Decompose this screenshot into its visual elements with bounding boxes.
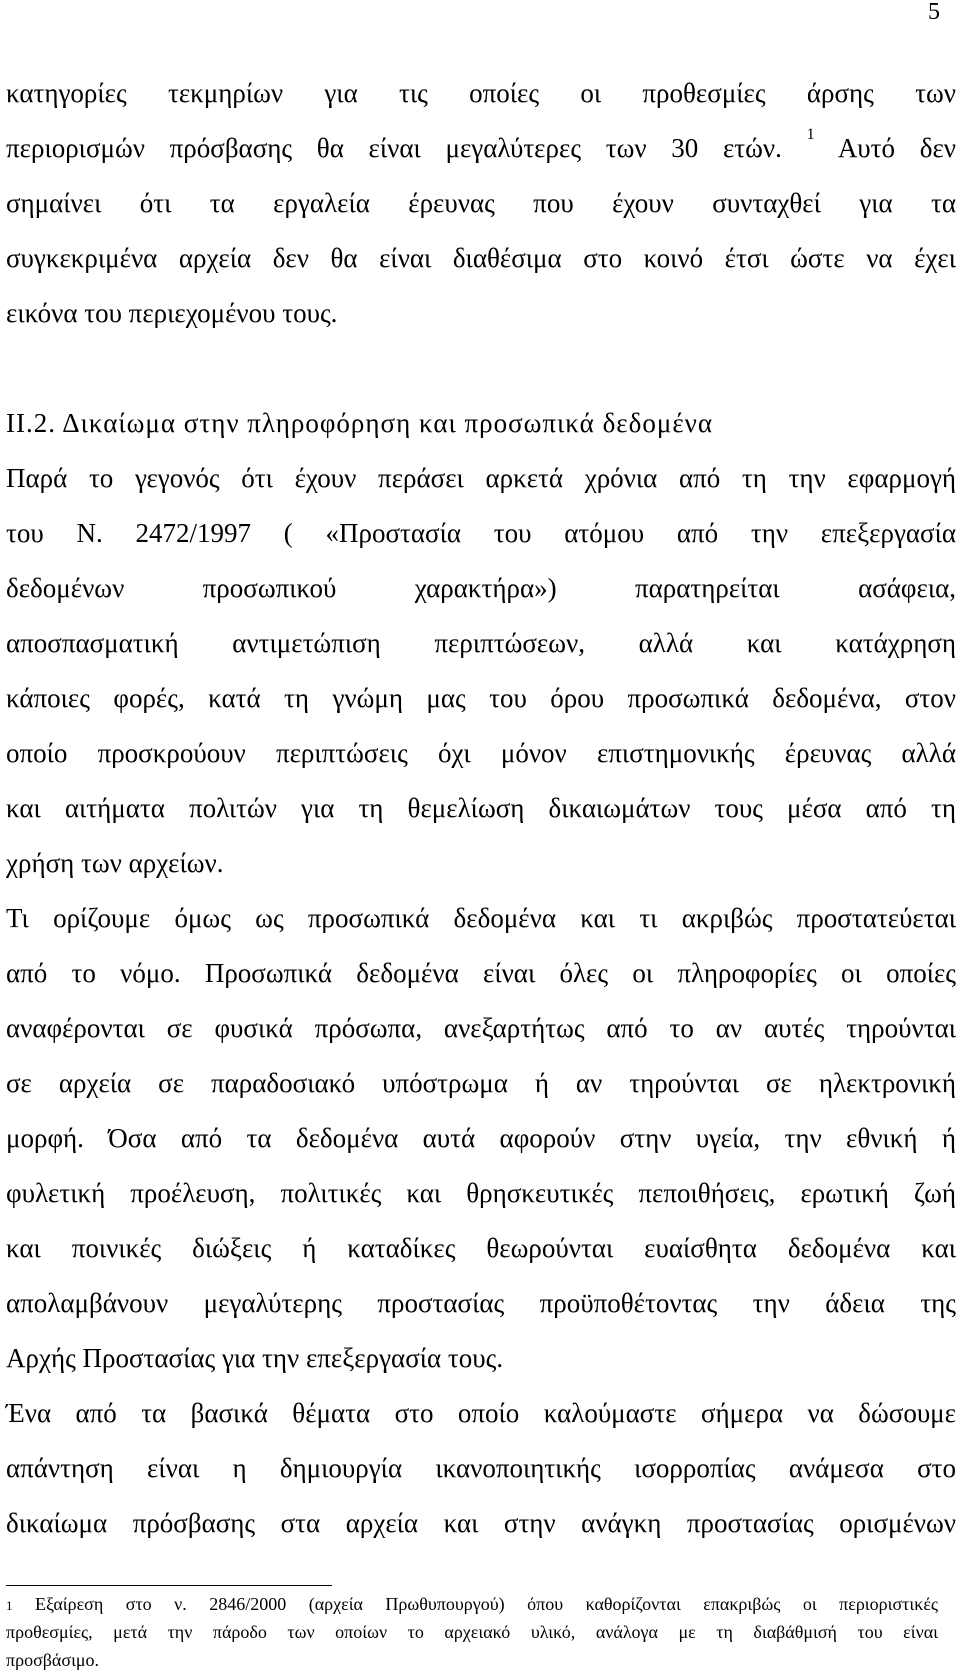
- footnote-separator: [6, 1585, 332, 1586]
- text-line: κάποιες φορές, κατά τη γνώμη μας του όρου προσωπικά δεδομένα, στον: [6, 683, 956, 713]
- text-fragment: Αυτό δεν: [837, 133, 956, 163]
- text-line: από το νόμο. Προσωπικά δεδομένα είναι όλες οι πληροφορίες οι οποίες: [6, 958, 956, 988]
- footnote-number: 1: [6, 1598, 13, 1613]
- footnote-line: προθεσμίες, μετά την πάροδο των οποίων το αρχειακό υλικό, ανάλογα με τη διαβάθμισή του είναι: [6, 1622, 938, 1642]
- text-line: συγκεκριμένα αρχεία δεν θα είναι διαθέσιμα στο κοινό έτσι ώστε να έχει: [6, 243, 956, 273]
- text-line: χρήση των αρχείων.: [6, 848, 224, 878]
- footnote-line: [6, 1590, 938, 1618]
- text-line: δεδομένων προσωπικού χαρακτήρα») παρατηρείται ασάφεια,: [6, 573, 956, 603]
- text-line: Παρά το γεγονός ότι έχουν περάσει αρκετά χρόνια από τη την εφαρμογή: [6, 463, 956, 493]
- text-line: του Ν. 2472/1997 ( «Προστασία του ατόμου από την επεξεργασία: [6, 518, 956, 548]
- text-line: Τι ορίζουμε όμως ως προσωπικά δεδομένα και τι ακριβώς προστατεύεται: [6, 903, 956, 933]
- footnote-line: προσβάσιμο.: [6, 1650, 100, 1670]
- document-body: [6, 66, 956, 1551]
- text-fragment: περιορισμών πρόσβασης θα είναι μεγαλύτερες των 30 ετών.: [6, 133, 782, 163]
- page-number: 5: [928, 0, 940, 25]
- paragraph-spacer: [6, 341, 956, 396]
- paragraph-personal-data: [6, 891, 956, 1386]
- text-line: και αιτήματα πολιτών για τη θεμελίωση δικαιωμάτων τους μέσα από τη: [6, 793, 956, 823]
- text-line: σημαίνει ότι τα εργαλεία έρευνας που έχουν συνταχθεί για τα: [6, 188, 956, 218]
- text-line: μορφή. Όσα από τα δεδομένα αυτά αφορούν στην υγεία, την εθνική ή: [6, 1123, 956, 1153]
- text-line: [6, 121, 956, 176]
- text-line: οποίο προσκρούουν περιπτώσεις όχι μόνον επιστημονικής έρευνας αλλά: [6, 738, 956, 768]
- text-line: δικαίωμα πρόσβασης στα αρχεία και στην ανάγκη προστασίας ορισμένων: [6, 1508, 956, 1538]
- text-line: απάντηση είναι η δημιουργία ικανοποιητικής ισορροπίας ανάμεσα στο: [6, 1453, 956, 1483]
- text-line: απολαμβάνουν μεγαλύτερης προστασίας προϋποθέτοντας την άδεια της: [6, 1288, 956, 1318]
- paragraph-law-2472: [6, 451, 956, 891]
- text-line: εικόνα του περιεχομένου τους.: [6, 298, 338, 328]
- text-line: και ποινικές διώξεις ή καταδίκες θεωρούνται ευαίσθητα δεδομένα και: [6, 1233, 956, 1263]
- text-line: κατηγορίες τεκμηρίων για τις οποίες οι προθεσμίες άρσης των: [6, 78, 956, 108]
- text-line: Αρχής Προστασίας για την επεξεργασία τους.: [6, 1343, 504, 1373]
- section-heading: ΙΙ.2. Δικαίωμα στην πληροφόρηση και προσωπικά δεδομένα: [6, 408, 714, 438]
- text-line: σε αρχεία σε παραδοσιακό υπόστρωμα ή αν τηρούνται σε ηλεκτρονική: [6, 1068, 956, 1098]
- text-line: Ένα από τα βασικά θέματα στο οποίο καλούμαστε σήμερα να δώσουμε: [6, 1398, 956, 1428]
- text-fragment: Εξαίρεση στο ν. 2846/2000 (αρχεία Πρωθυπουργού) όπου καθορίζονται επακριβώς οι περιοριστικές: [34, 1594, 939, 1614]
- text-line: αναφέρονται σε φυσικά πρόσωπα, ανεξαρτήτως από το αν αυτές τηρούνται: [6, 1013, 956, 1043]
- paragraph-balance: [6, 1386, 956, 1551]
- footnote: [6, 1590, 956, 1674]
- footnote-reference[interactable]: 1: [806, 126, 815, 143]
- text-line: αποσπασματική αντιμετώπιση περιπτώσεων, αλλά και κατάχρηση: [6, 628, 956, 658]
- paragraph-continuation: [6, 66, 956, 341]
- text-line: φυλετική προέλευση, πολιτικές και θρησκευτικές πεποιθήσεις, ερωτική ζωή: [6, 1178, 956, 1208]
